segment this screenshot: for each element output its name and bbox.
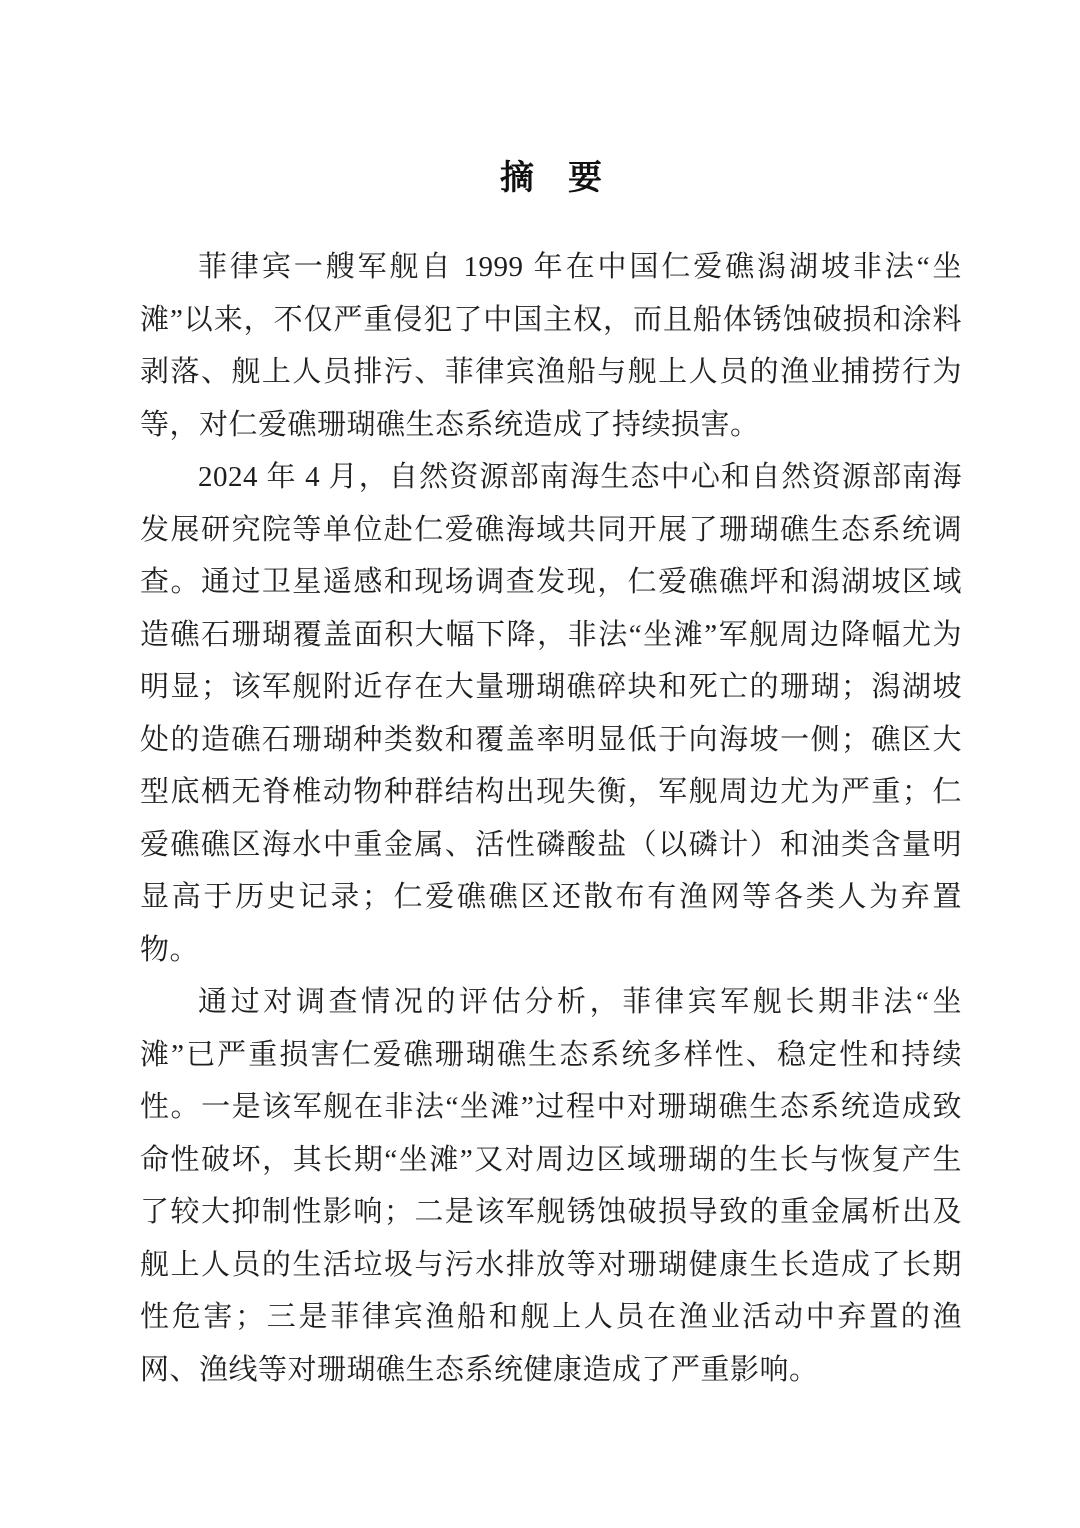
- abstract-paragraph-1: 菲律宾一艘军舰自 1999 年在中国仁爱礁潟湖坡非法“坐滩”以来，不仅严重侵犯了中国主权，而且船体锈蚀破损和涂料剥落、舰上人员排污、菲律宾渔船与舰上人员的渔业捕捞行为等，对仁爱礁珊瑚礁生态系统造成了持续损害。: [140, 251, 962, 441]
- document-body: [140, 150, 962, 1396]
- document-title: 摘 要: [500, 160, 602, 197]
- abstract-paragraph-3: 通过对调查情况的评估分析，菲律宾军舰长期非法“坐滩”已严重损害仁爱礁珊瑚礁生态系统多样性、稳定性和持续性。一是该军舰在非法“坐滩”过程中对珊瑚礁生态系统造成致命性破坏，其长期“坐滩”又对周边区域珊瑚的生长与恢复产生了较大抑制性影响；二是该军舰锈蚀破损导致的重金属析出及舰上人员的生活垃圾与污水排放等对珊瑚健康生长造成了长期性危害；三是菲律宾渔船和舰上人员在渔业活动中弃置的渔网、渔线等对珊瑚礁生态系统健康造成了严重影响。: [140, 986, 962, 1386]
- abstract-paragraph-2: 2024 年 4 月，自然资源部南海生态中心和自然资源部南海发展研究院等单位赴仁爱礁海域共同开展了珊瑚礁生态系统调查。通过卫星遥感和现场调查发现，仁爱礁礁坪和潟湖坡区域造礁石珊瑚覆盖面积大幅下降，非法“坐滩”军舰周边降幅尤为明显；该军舰附近存在大量珊瑚礁碎块和死亡的珊瑚；潟湖坡处的造礁石珊瑚种类数和覆盖率明显低于向海坡一侧；礁区大型底栖无脊椎动物种群结构出现失衡，军舰周边尤为严重；仁爱礁礁区海水中重金属、活性磷酸盐（以磷计）和油类含量明显高于历史记录；仁爱礁礁区还散布有渔网等各类人为弃置物。: [140, 461, 962, 966]
